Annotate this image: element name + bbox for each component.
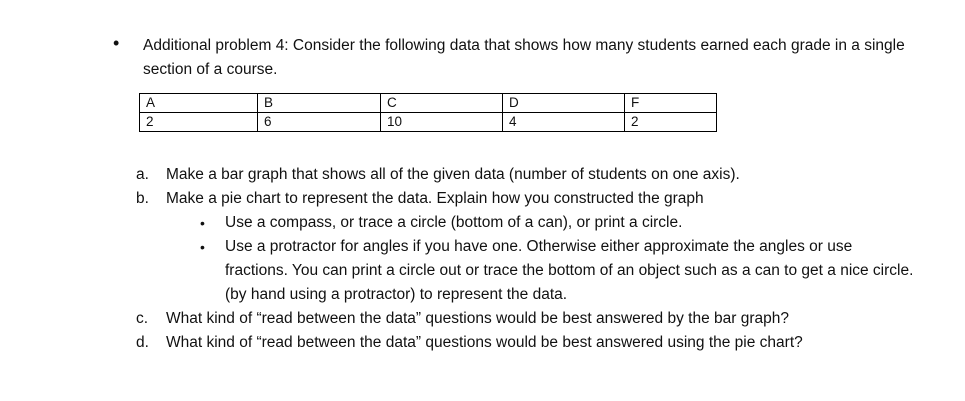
part-text: What kind of “read between the data” questions would be best answered using the pie chart? bbox=[166, 334, 803, 351]
table-cell: 6 bbox=[258, 113, 381, 132]
table-header-cell: A bbox=[140, 94, 258, 113]
table-header-cell: F bbox=[625, 94, 717, 113]
part-text: Make a pie chart to represent the data. Explain how you constructed the graph bbox=[166, 190, 704, 207]
sub-bullet-item bbox=[200, 211, 920, 235]
sub-bullet-marker: • bbox=[200, 239, 205, 255]
sub-bullet-text: Use a protractor for angles if you have one. Otherwise either approximate the angles or use fractions. You can print a circle out or trace the bottom of an object such as a can to get a nice circle. (by hand using a protractor) to represent the data. bbox=[225, 238, 914, 303]
sub-bullet-item bbox=[200, 235, 920, 307]
table-cell: 4 bbox=[503, 113, 625, 132]
table-cell: 2 bbox=[625, 113, 717, 132]
part-marker: a. bbox=[136, 166, 149, 183]
part-a bbox=[136, 163, 926, 187]
table-header-row bbox=[140, 94, 717, 113]
part-text: What kind of “read between the data” questions would be best answered by the bar graph? bbox=[166, 310, 789, 327]
table-header-cell: D bbox=[503, 94, 625, 113]
part-marker: d. bbox=[136, 334, 149, 351]
grades-table bbox=[139, 93, 717, 132]
problem-bullet: • bbox=[113, 33, 120, 53]
table-cell: 10 bbox=[381, 113, 503, 132]
part-marker: b. bbox=[136, 190, 149, 207]
sub-bullet-text: Use a compass, or trace a circle (bottom of a can), or print a circle. bbox=[225, 214, 683, 231]
part-c bbox=[136, 307, 926, 331]
table-cell: 2 bbox=[140, 113, 258, 132]
part-b bbox=[136, 187, 926, 211]
table-header-cell: B bbox=[258, 94, 381, 113]
sub-bullet-marker: • bbox=[200, 215, 205, 231]
part-marker: c. bbox=[136, 310, 149, 327]
part-d bbox=[136, 331, 926, 355]
table-row bbox=[140, 113, 717, 132]
part-text: Make a bar graph that shows all of the given data (number of students on one axis). bbox=[166, 166, 740, 183]
problem-statement: Additional problem 4: Consider the following data that shows how many students earned each grade in a single section of a course. bbox=[143, 37, 905, 78]
table-header-cell: C bbox=[381, 94, 503, 113]
